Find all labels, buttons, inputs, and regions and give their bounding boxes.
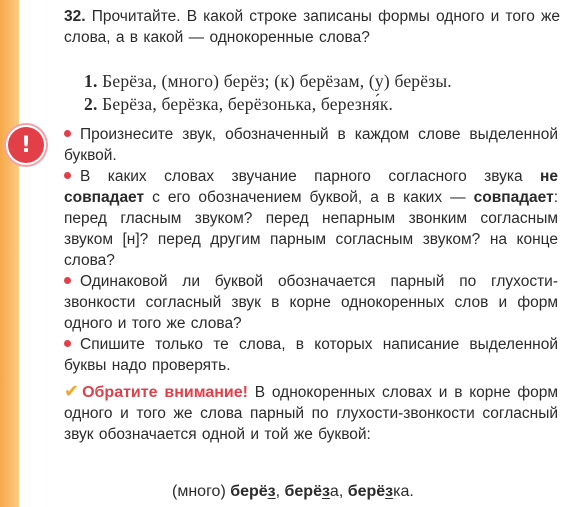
instruction-item: Одинаковой ли буквой обозначается парный по глухости-звонкости согласный звук в корне однокоренных слов и форм одного и того же слова? <box>64 273 558 332</box>
page-margin-strip <box>0 0 19 507</box>
checkmark-icon: ✔ <box>64 381 80 401</box>
instruction-item: Спишите только те слова, в которых написание выделенной буквы надо проверять. <box>64 336 558 374</box>
instruction-item: Произнесите звук, обозначенный в каждом слове выделенной буквой. <box>64 126 558 164</box>
task-text: Прочитайте. В какой строке записаны формы одного и того же слова, а в какой — однокоренные слова? <box>64 8 560 46</box>
bullet-icon <box>64 130 71 137</box>
note-text: В однокоренных словах и в корне форм одного и того же слова парный по глухости-звонкости согласный звук обозначается одной и той же буквой: <box>64 384 558 443</box>
bullet-icon <box>64 340 71 347</box>
bullet-icon <box>64 277 71 284</box>
task-block <box>64 6 560 48</box>
example-line-2: 2. Берёза, берёзка, берёзонька, березня́к. <box>84 94 394 114</box>
attention-note <box>64 381 558 445</box>
task-number: 32. <box>64 8 86 25</box>
exclamation-circle-icon: ! <box>8 127 44 163</box>
bullet-icon <box>64 172 71 179</box>
example-line-1: 1. Берёза, (много) берёз; (к) берёзам, (у) берёзы. <box>84 71 452 91</box>
task-paragraph <box>64 6 560 48</box>
instruction-item: В каких словах звучание парного согласного звука не совпадает с его обозначением буквой, а в каких — совпадает: перед гласным звуком? перед непарным звонким согласным звуком [н]? перед другим парным согласным звуком? на конце слова? <box>64 168 558 269</box>
instruction-list <box>64 124 558 376</box>
example-words: (много) берёз, берёза, берёзка. <box>172 483 414 500</box>
example-list <box>84 70 554 116</box>
note-heading: Обратите внимание! <box>82 384 248 401</box>
